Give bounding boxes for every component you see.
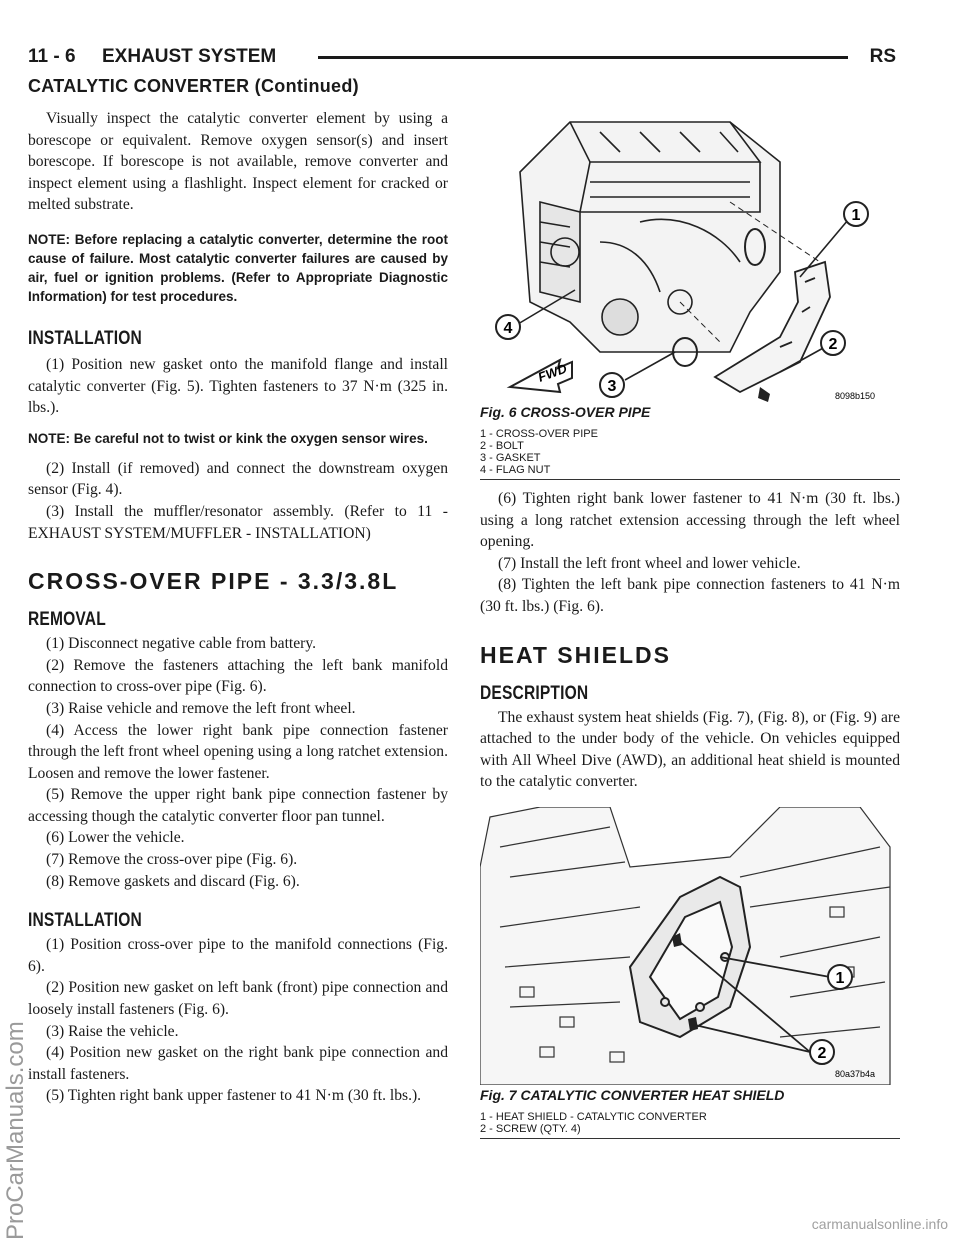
heat-shields-heading: HEAT SHIELDS: [480, 641, 671, 668]
figure-7-rule: [480, 1138, 900, 1139]
callout-4: [496, 315, 520, 339]
legend-item: 2 - BOLT: [480, 440, 524, 452]
legend-item: 2 - SCREW (QTY. 4): [480, 1122, 581, 1135]
callout-1-label: 1: [851, 207, 861, 224]
removal-step: (3) Raise vehicle and remove the left front wheel.: [46, 699, 356, 717]
removal-step: (4) Access the lower right bank pipe connection fastener through the left front wheel opening using a long ratchet extension. Loosen and remove the lower fastener.: [28, 721, 448, 782]
figure-6-crossover-pipe: [480, 102, 900, 480]
legend-item: 3 - GASKET: [480, 452, 541, 464]
figure-code: 8098b150: [835, 391, 876, 401]
callout-2-label: 2: [828, 336, 838, 353]
bottom-watermark: carmanualsonline.info: [811, 1216, 948, 1232]
removal-step: (7) Remove the cross-over pipe (Fig. 6).: [46, 851, 298, 869]
section-title: EXHAUST SYSTEM: [102, 46, 277, 67]
callout-2: [821, 331, 845, 355]
heat-shield-illustration: [480, 807, 900, 1085]
callout-1: [828, 965, 852, 989]
intro-paragraph: Visually inspect the catalytic converter element by using a borescope or equivalent. Remove oxygen sensor(s) and insert borescope. If borescope is not available, remove converter and inspect element using a flashlight. Inspect element for cracked or melted substrate.: [28, 110, 448, 214]
legend-item: 1 - HEAT SHIELD - CATALYTIC CONVERTER: [480, 1110, 707, 1123]
figure-6-rule: [480, 479, 900, 480]
installation-step: (7) Install the left front wheel and lower vehicle.: [498, 554, 801, 572]
legend-item: 4 - FLAG NUT: [480, 464, 551, 476]
installation-heading-2: INSTALLATION: [28, 910, 142, 932]
bolt-shape: [758, 387, 770, 402]
installation-step: (4) Position new gasket on the right bank pipe connection and install fasteners.: [28, 1044, 448, 1083]
fwd-arrow-icon: [510, 360, 572, 392]
engine-drawing: [520, 122, 780, 352]
continued-heading: CATALYTIC CONVERTER (Continued): [28, 76, 359, 96]
removal-step: (2) Remove the fasteners attaching the left bank manifold connection to cross-over pipe (Fig. 6).: [28, 656, 448, 696]
header-rule: [318, 56, 848, 59]
fwd-label: FWD: [535, 360, 569, 385]
installation-step: (8) Tighten the left bank pipe connection fasteners to 41 N·m (30 ft. lbs.) (Fig. 6).: [480, 576, 900, 615]
note-root-cause: NOTE: Before replacing a catalytic converter, determine the root cause of failure. Most catalytic converter failures are caused by air, fuel or ignition problems. (Refer to Appropriate Diagnostic Information) for test procedures.: [28, 231, 448, 304]
figure-code: 80a37b4a: [835, 1068, 876, 1079]
callout-2-label: 2: [817, 1044, 827, 1062]
figure-7-heat-shield: [480, 807, 900, 1139]
callout-4-label: 4: [503, 320, 513, 337]
page-number: 11 - 6: [28, 46, 76, 67]
page-header: [28, 46, 896, 76]
installation-step: (1) Position cross-over pipe to the manifold connections (Fig. 6).: [28, 936, 448, 975]
vehicle-code: RS: [869, 46, 896, 67]
installation-step: (2) Position new gasket on left bank (front) pipe connection and loosely install fasteners (Fig. 6).: [28, 979, 448, 1019]
installation-steps: [28, 934, 448, 1107]
left-column: [28, 108, 448, 1107]
right-column: [480, 102, 900, 1139]
figure-7-legend: [480, 1111, 900, 1135]
callout-1: [844, 202, 868, 226]
install-step-1: (1) Position new gasket onto the manifold flange and install catalytic converter (Fig. 5). Tighten fasteners to 37 N·m (325 in. lbs.).: [28, 355, 448, 417]
installation-step: (3) Raise the vehicle.: [46, 1022, 179, 1040]
callout-2: [810, 1040, 834, 1064]
removal-step: (5) Remove the upper right bank pipe connection fastener by accessing though the catalytic converter floor pan tunnel.: [28, 786, 448, 825]
install-step-2: (2) Install (if removed) and connect the downstream oxygen sensor (Fig. 4).: [28, 459, 448, 499]
removal-step: (8) Remove gaskets and discard (Fig. 6).: [46, 872, 300, 890]
figure-6-caption: Fig. 6 CROSS-OVER PIPE: [480, 404, 651, 420]
installation-step: (6) Tighten right bank lower fastener to 41 N·m (30 ft. lbs.) using a long ratchet extension accessing through the left wheel opening.: [480, 490, 900, 551]
installation-heading: INSTALLATION: [28, 327, 142, 349]
figure-6-legend: [480, 428, 900, 476]
install-step-3: (3) Install the muffler/resonator assembly. (Refer to 11 - EXHAUST SYSTEM/MUFFLER - INSTALLATION): [28, 502, 448, 542]
removal-step: (1) Disconnect negative cable from battery.: [46, 635, 317, 653]
crossover-pipe-illustration: [480, 102, 900, 402]
description-paragraph: The exhaust system heat shields (Fig. 7), (Fig. 8), or (Fig. 9) are attached to the under body of the vehicle. On vehicles equipped with All Wheel Dive (AWD), an additional heat shield is mounted to the catalytic converter.: [480, 708, 900, 791]
removal-step: (6) Lower the vehicle.: [46, 829, 185, 847]
side-watermark: ProCarManuals.com: [2, 1021, 29, 1240]
crossover-pipe-heading: CROSS-OVER PIPE - 3.3/3.8L: [28, 568, 399, 595]
callout-3: [600, 373, 624, 397]
removal-steps: [28, 633, 448, 892]
figure-7-caption: Fig. 7 CATALYTIC CONVERTER HEAT SHIELD: [480, 1086, 785, 1103]
legend-item: 1 - CROSS-OVER PIPE: [480, 428, 598, 440]
description-heading: DESCRIPTION: [480, 682, 589, 704]
callout-3-label: 3: [607, 378, 617, 395]
callout-1-label: 1: [835, 969, 845, 987]
remaining-steps: [480, 488, 900, 618]
note-oxygen-sensor: NOTE: Be careful not to twist or kink the oxygen sensor wires.: [28, 430, 428, 446]
installation-step: (5) Tighten right bank upper fastener to 41 N·m (30 ft. lbs.).: [46, 1087, 422, 1105]
removal-heading: REMOVAL: [28, 609, 106, 631]
